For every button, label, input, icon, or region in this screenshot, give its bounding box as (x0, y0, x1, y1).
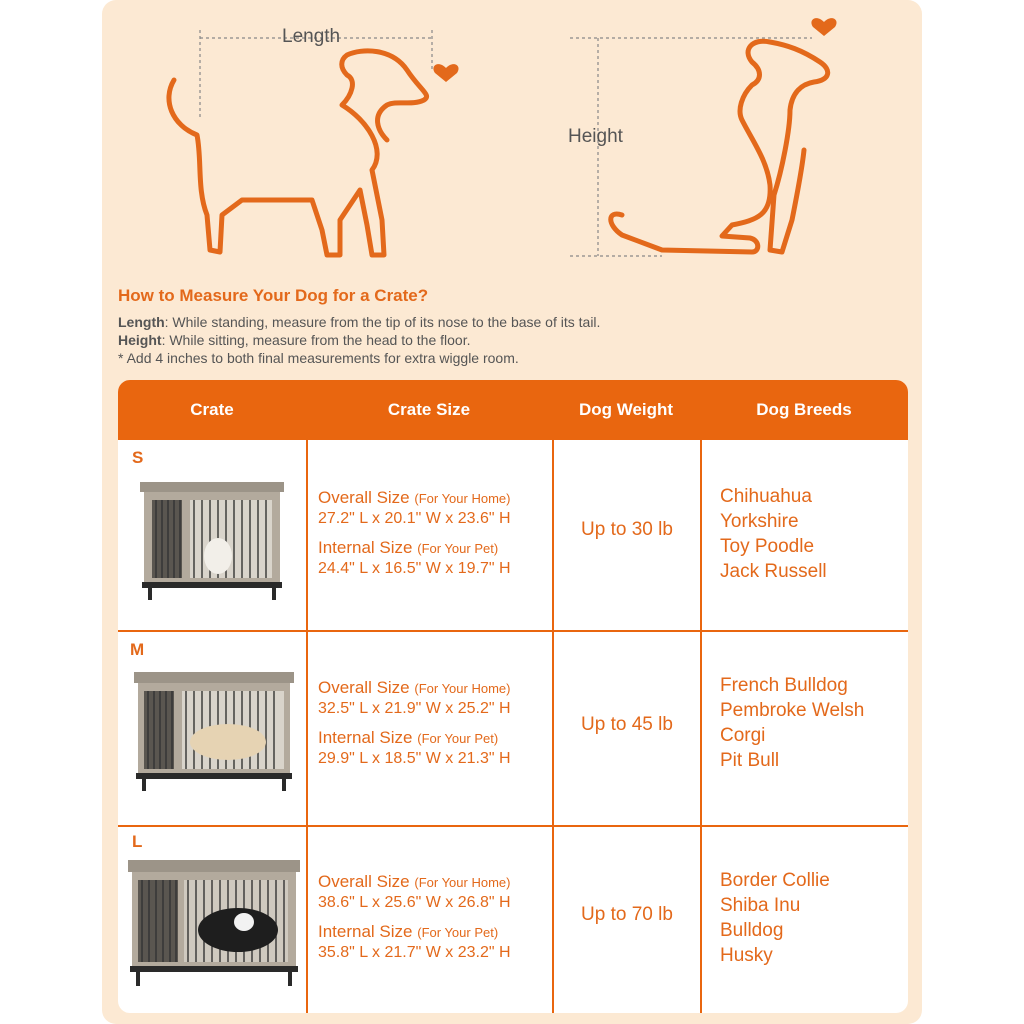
sitting-dog-outline (611, 41, 828, 252)
breed-item: Bulldog (720, 920, 784, 941)
length-text: : While standing, measure from the tip of its nose to the base of its tail. (164, 314, 601, 330)
header-crate: Crate (190, 400, 234, 419)
column-divider (700, 380, 702, 1013)
height-label: Height (568, 126, 623, 147)
crate-image-medium (132, 666, 296, 798)
size-label-l: L (132, 832, 143, 851)
header-crate-size: Crate Size (387, 400, 471, 419)
overall-size-value: 32.5" L x 21.9" W x 25.2" H (318, 700, 511, 717)
breed-item: Pembroke Welsh (720, 700, 865, 721)
breed-item: French Bulldog (720, 675, 848, 696)
breed-item: Husky (720, 945, 773, 966)
internal-size-label: Internal Size (318, 728, 413, 747)
dog-weight-s: Up to 30 lb (581, 519, 673, 540)
internal-size-value: 24.4" L x 16.5" W x 19.7" H (318, 560, 511, 577)
overall-size-note: (For Your Home) (414, 491, 511, 506)
internal-size-label: Internal Size (318, 538, 413, 557)
internal-size-label: Internal Size (318, 922, 413, 941)
header-dog-breeds: Dog Breeds (756, 400, 852, 419)
breed-item: Jack Russell (720, 561, 827, 582)
guide-title: How to Measure Your Dog for a Crate? (118, 286, 429, 305)
overall-size-heading (318, 678, 558, 698)
size-label-s: S (132, 448, 144, 467)
internal-size-heading (318, 728, 558, 748)
crate-size-s (318, 488, 558, 578)
infographic-card (102, 0, 922, 1024)
row-divider (118, 630, 908, 632)
internal-size-heading (318, 538, 558, 558)
dog-weight-l: Up to 70 lb (581, 904, 673, 925)
breed-item: Pit Bull (720, 750, 780, 771)
breed-item: Border Collie (720, 870, 830, 891)
internal-size-note: (For Your Pet) (417, 731, 499, 746)
crate-size-l (318, 872, 558, 962)
height-text: : While sitting, measure from the head to the floor. (161, 332, 471, 348)
length-term: Length (118, 314, 165, 330)
overall-size-heading (318, 488, 558, 508)
dog-breeds-m (720, 673, 905, 773)
breed-item: Corgi (720, 725, 766, 746)
internal-size-value: 35.8" L x 21.7" W x 23.2" H (318, 944, 511, 961)
internal-size-note: (For Your Pet) (417, 541, 499, 556)
internal-size-value: 29.9" L x 18.5" W x 21.3" H (318, 750, 511, 767)
overall-size-label: Overall Size (318, 678, 410, 697)
column-divider (306, 380, 308, 1013)
heart-icon (433, 64, 458, 82)
breed-item: Shiba Inu (720, 895, 801, 916)
overall-size-label: Overall Size (318, 872, 410, 891)
breed-item: Chihuahua (720, 486, 812, 507)
crate-image-large (126, 856, 302, 992)
crate-image-small (138, 476, 286, 606)
height-term: Height (118, 332, 162, 348)
internal-size-note: (For Your Pet) (417, 925, 499, 940)
header-dog-weight: Dog Weight (578, 400, 674, 419)
overall-size-label: Overall Size (318, 488, 410, 507)
standing-dog-outline (169, 51, 427, 255)
overall-size-heading (318, 872, 558, 892)
measurement-illustration (102, 0, 922, 280)
overall-size-value: 27.2" L x 20.1" W x 23.6" H (318, 510, 511, 527)
size-label-m: M (130, 640, 145, 659)
breed-item: Toy Poodle (720, 536, 815, 557)
length-label: Length (282, 26, 341, 47)
dog-weight-m: Up to 45 lb (581, 714, 673, 735)
guide-length-line (118, 314, 600, 330)
row-divider (118, 825, 908, 827)
dog-breeds-s (720, 484, 905, 584)
guide-note: * Add 4 inches to both final measurements for extra wiggle room. (118, 350, 519, 366)
overall-size-value: 38.6" L x 25.6" W x 26.8" H (318, 894, 511, 911)
guide-height-line (118, 332, 471, 348)
breed-item: Yorkshire (720, 511, 799, 532)
overall-size-note: (For Your Home) (414, 681, 511, 696)
overall-size-note: (For Your Home) (414, 875, 511, 890)
dog-breeds-l (720, 868, 905, 968)
crate-size-table (118, 380, 908, 1013)
internal-size-heading (318, 922, 558, 942)
crate-size-m (318, 678, 558, 768)
heart-icon-2 (811, 18, 836, 36)
